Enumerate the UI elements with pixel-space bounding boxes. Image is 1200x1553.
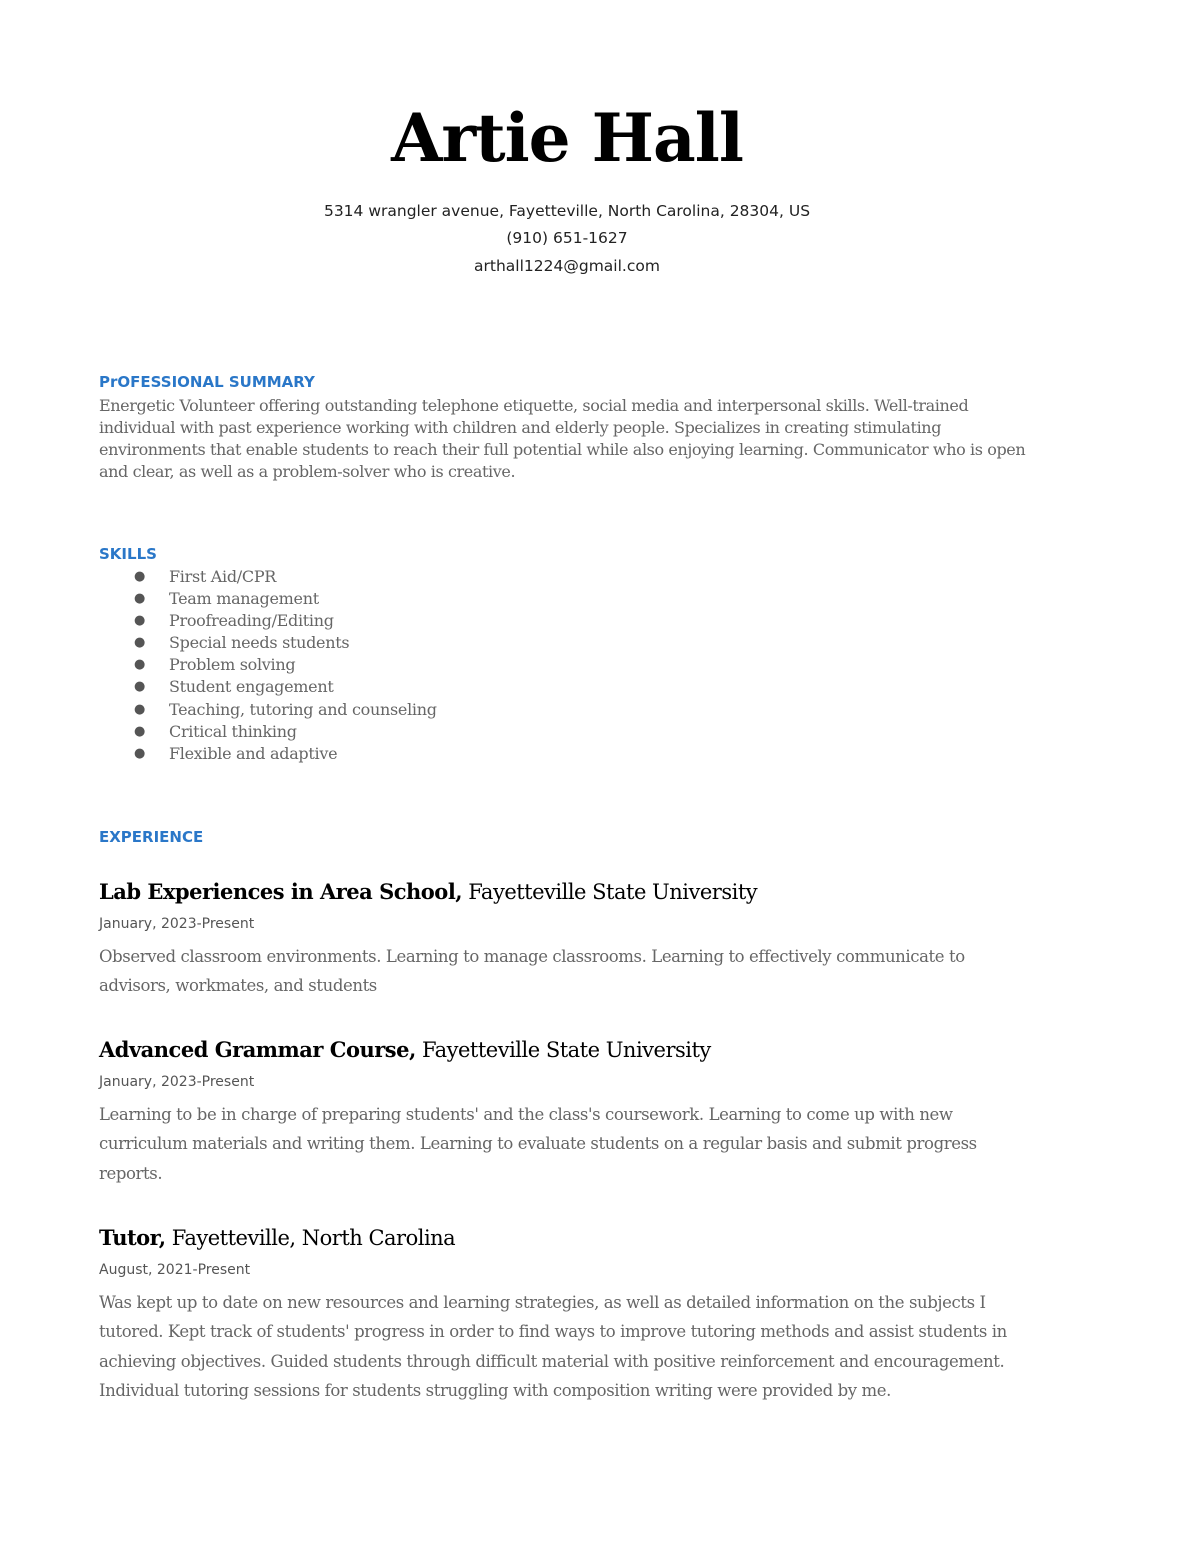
- bullet-icon: ●: [134, 679, 146, 695]
- job-role: Advanced Grammar Course,: [99, 1037, 416, 1062]
- skill-item: ● Team management: [99, 588, 437, 610]
- job-title: [99, 1036, 1039, 1064]
- address: 5314 wrangler avenue, Fayetteville, North Carolina, 28304, US: [323, 202, 811, 220]
- job-role: Tutor,: [99, 1225, 166, 1250]
- experience-entry: [99, 1036, 1039, 1188]
- experience-heading: EXPERIENCE: [99, 828, 204, 846]
- job-title: [99, 1224, 1039, 1252]
- job-role: Lab Experiences in Area School,: [99, 879, 463, 904]
- bullet-icon: ●: [134, 635, 146, 651]
- summary-heading: PrOFESSIONAL SUMMARY: [99, 373, 315, 391]
- bullet-icon: ●: [134, 569, 146, 584]
- experience-entry: [99, 1224, 1039, 1405]
- bullet-icon: ●: [134, 701, 146, 717]
- skill-item: ● Flexible and adaptive: [99, 743, 437, 765]
- experience-entry: [99, 878, 1039, 1001]
- job-org: Fayetteville State University: [415, 1038, 711, 1062]
- skills-list: [99, 566, 437, 765]
- job-description: Was kept up to date on new resources and learning strategies, as well as detailed information on the subjects I tutored. Kept track of students' progress in order to find ways to improve tutoring methods and assist students in achieving objectives. Guided students through difficult material with positive reinforcement and encouragement. Individual tutoring sessions for students struggling with composition writing were provided by me.: [99, 1293, 1007, 1400]
- skill-item: ● Special needs students: [99, 632, 437, 654]
- skills-heading: SKILLS: [99, 545, 157, 563]
- job-description: Learning to be in charge of preparing students' and the class's coursework. Learning to come up with new curriculum materials and writing them. Learning to evaluate students on a regular basis and submit progress reports.: [99, 1105, 977, 1183]
- skill-item: ● Critical thinking: [99, 721, 437, 743]
- job-org: Fayetteville State University: [462, 880, 758, 904]
- bullet-icon: ●: [134, 745, 146, 761]
- job-title: [99, 878, 1039, 906]
- summary-text: Energetic Volunteer offering outstanding telephone etiquette, social media and interpersonal skills. Well-trained individual with past experience working with children and elderly people. Specializes in creating stimulating environments that enable students to reach their full potential while also enjoying learning. Communicator who is open and clear, as well as a problem-solver who is creative.: [99, 396, 1026, 481]
- bullet-icon: ●: [134, 613, 146, 629]
- phone: (910) 651-1627: [506, 229, 628, 247]
- job-date: January, 2023-Present: [99, 916, 255, 932]
- skill-item: ● First Aid/CPR: [99, 566, 437, 588]
- bullet-icon: ●: [134, 591, 146, 607]
- job-org: Fayetteville, North Carolina: [165, 1226, 456, 1250]
- email: arthall1224@gmail.com: [474, 257, 660, 275]
- skill-item: ● Problem solving: [99, 654, 437, 676]
- bullet-icon: ●: [134, 657, 146, 673]
- skill-item: ● Teaching, tutoring and counseling: [99, 699, 437, 721]
- skill-item: ● Student engagement: [99, 676, 437, 698]
- skill-item: ● Proofreading/Editing: [99, 610, 437, 632]
- job-description: Observed classroom environments. Learning to manage classrooms. Learning to effectively communicate to advisors, workmates, and students: [99, 947, 965, 996]
- job-date: January, 2023-Present: [99, 1074, 255, 1090]
- candidate-name: Artie Hall: [391, 99, 743, 177]
- job-date: August, 2021-Present: [99, 1262, 251, 1278]
- bullet-icon: ●: [134, 723, 146, 739]
